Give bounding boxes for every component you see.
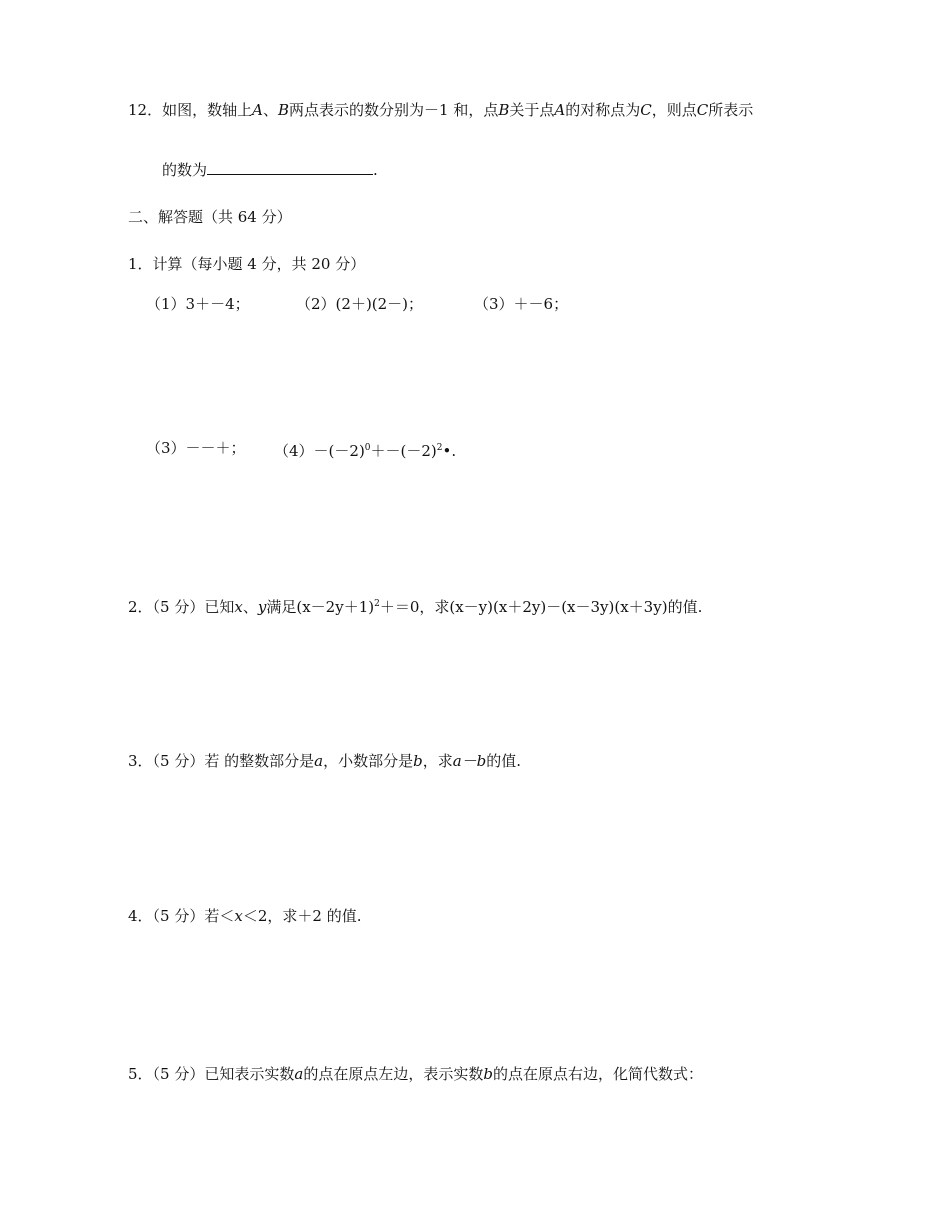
q12-text-b: 两点表示的数分别为－1 和，点 <box>289 101 499 119</box>
q12-line1 <box>128 100 753 120</box>
q12-text-a: 如图，数轴上 <box>162 101 253 119</box>
q12-point-c2: C <box>696 101 709 119</box>
section2-title: 二、解答题（共 64 分） <box>128 208 292 226</box>
p5-number: 5． <box>128 1065 153 1083</box>
p3-var-a: a <box>314 752 324 770</box>
q12-point-a2: A <box>554 101 566 119</box>
p5-text-b: 的点在原点左边，表示实数 <box>303 1065 484 1083</box>
p3-text-a: 若 的整数部分是 <box>204 752 315 770</box>
q12-text-d: 的对称点为 <box>565 101 641 119</box>
p1-sub5-pre: （4）－(－2) <box>274 442 365 460</box>
p1-sub5-exp1: 0 <box>364 443 371 453</box>
q12-line2-end: . <box>373 161 378 179</box>
p1-sub4: （3）－－＋； <box>146 439 246 457</box>
p3-line <box>128 751 521 771</box>
p4-text-b: ＜2，求＋2 的值. <box>242 907 362 925</box>
p2-text-c: 的值. <box>667 598 703 616</box>
p4-line <box>128 906 361 926</box>
p2-var-x: x <box>234 598 243 616</box>
p2-expr3: (x－y)(x＋2y)－(x－3y)(x＋3y) <box>449 598 668 616</box>
p1-sub5-exp2: 2 <box>436 443 443 453</box>
p5-text-a: 已知表示实数 <box>204 1065 295 1083</box>
q12-text-f: 所表示 <box>708 101 754 119</box>
p5-var-a: a <box>294 1065 304 1083</box>
q12-line2-text: 的数为 <box>162 161 208 179</box>
p1-sub5 <box>274 438 456 461</box>
p2-expr2: ＋＝0，求 <box>379 598 450 616</box>
p3-text-d: 的值. <box>486 752 522 770</box>
q12-point-a: A <box>252 101 263 119</box>
p5-line <box>128 1064 703 1084</box>
p1-sub5-post: •. <box>442 442 457 460</box>
p3-text-c: ，求 <box>422 752 453 770</box>
p1-sub2: （2）(2＋)(2－)； <box>296 295 424 313</box>
p3-expr: a－b <box>452 752 487 770</box>
p3-number: 3． <box>128 752 153 770</box>
q12-point-c: C <box>640 101 652 119</box>
p3-score: （5 分） <box>152 752 205 770</box>
p5-text-c: 的点在原点右边，化简代数式： <box>492 1065 703 1083</box>
p2-line <box>128 594 702 617</box>
p2-exp: 2 <box>374 599 380 609</box>
p2-expr1: (x－2y＋1) <box>296 598 375 616</box>
p2-var-y: y <box>257 598 267 616</box>
p5-var-b: b <box>483 1065 493 1083</box>
p1-title: 1．计算（每小题 4 分，共 20 分） <box>128 255 366 273</box>
q12-text-c: 关于点 <box>509 101 555 119</box>
q12-answer-blank[interactable] <box>207 160 373 175</box>
p1-sub3: （3）＋－6； <box>474 295 569 313</box>
p5-score: （5 分） <box>152 1065 205 1083</box>
p3-var-b: b <box>413 752 423 770</box>
p1-sub5-mid: ＋－(－2) <box>370 442 437 460</box>
p2-text-a: 已知 <box>204 598 235 616</box>
p4-number: 4． <box>128 907 153 925</box>
q12-number: 12． <box>128 101 163 119</box>
p1-sub1: （1）3＋－4； <box>146 295 250 313</box>
p2-sep: 、 <box>242 598 258 616</box>
q12-point-b2: B <box>498 101 510 119</box>
q12-line2 <box>162 160 378 180</box>
p2-number: 2． <box>128 598 153 616</box>
p3-text-b: ，小数部分是 <box>323 752 414 770</box>
p4-text-a: 若＜ <box>204 907 235 925</box>
p4-var-x: x <box>234 907 243 925</box>
q12-sep: 、 <box>262 101 278 119</box>
p2-score: （5 分） <box>152 598 205 616</box>
q12-point-b: B <box>277 101 289 119</box>
p2-text-b: 满足 <box>266 598 297 616</box>
q12-text-e: ，则点 <box>651 101 697 119</box>
p4-score: （5 分） <box>152 907 205 925</box>
